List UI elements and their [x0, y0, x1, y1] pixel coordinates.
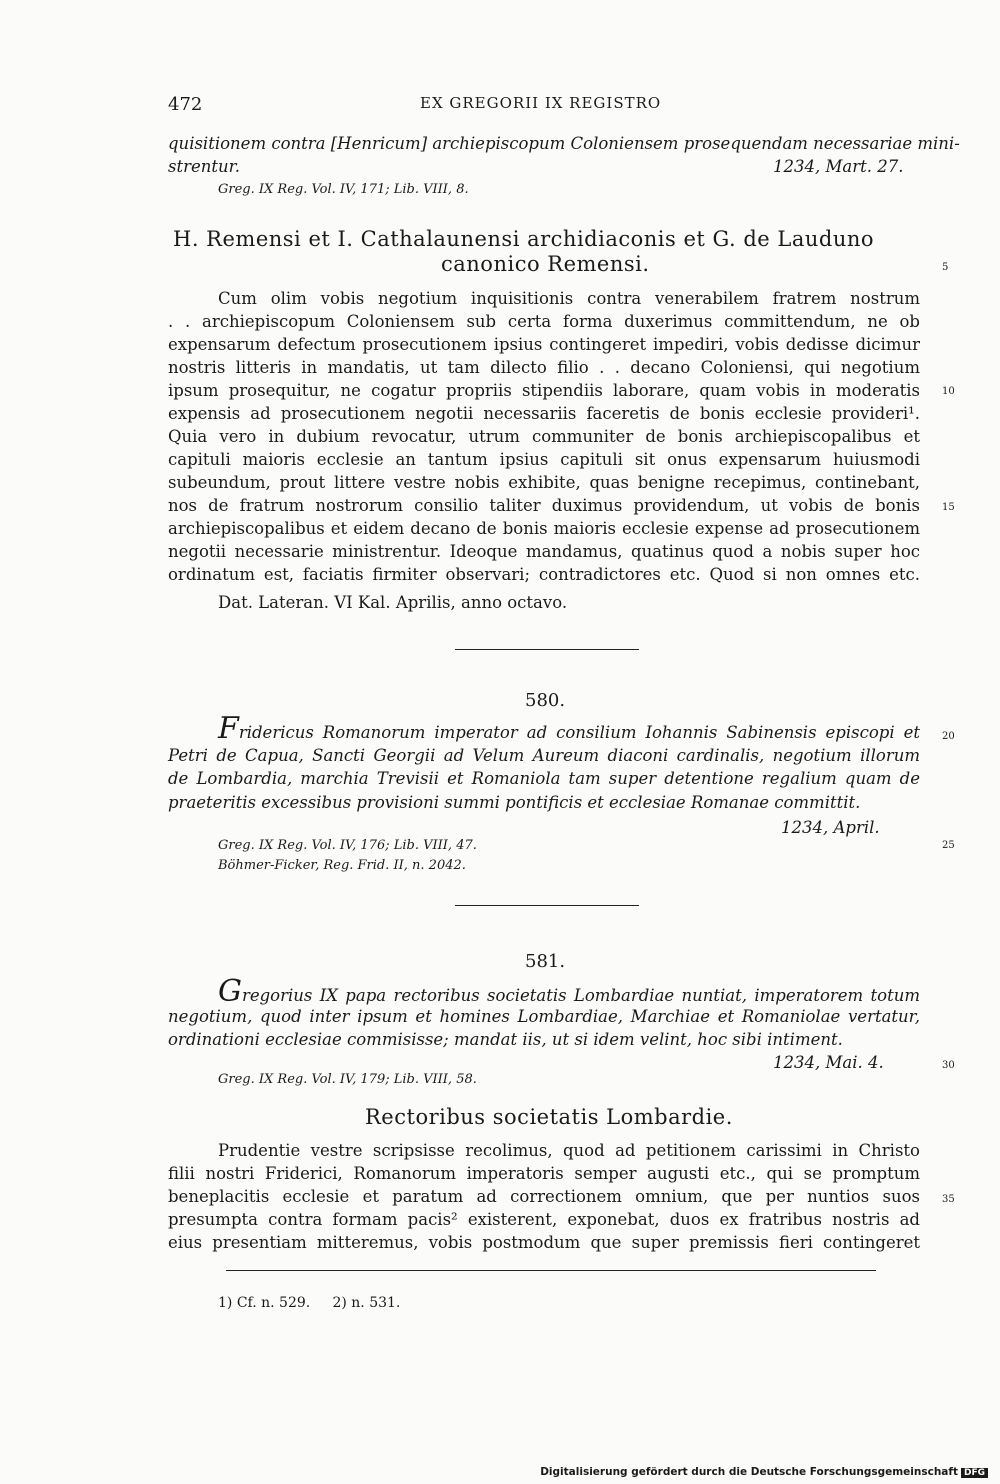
carryover-date: 1234, Mart. 27. — [773, 157, 904, 176]
letter1-body-line: archiepiscopalibus et eidem decano de bonis maioris ecclesie expense ad prosecutionem — [168, 519, 920, 538]
document-number-581: 581. — [525, 951, 566, 972]
section-divider — [455, 649, 639, 650]
doc581-body-line: Prudentie vestre scripsisse recolimus, quod ad petitionem carissimi in Christo — [218, 1141, 920, 1160]
letter1-address-line-2: canonico Remensi. — [441, 252, 650, 276]
footnotes: 1) Cf. n. 529. 2) n. 531. — [218, 1295, 401, 1311]
letter1-body-line: ordinatum est, faciatis firmiter observari; contradictores etc. Quod si non omnes etc. — [168, 565, 920, 584]
line-number: 15 — [942, 502, 955, 513]
doc581-source: Greg. IX Reg. Vol. IV, 179; Lib. VIII, 58. — [218, 1072, 477, 1087]
line-number: 35 — [942, 1194, 955, 1205]
letter1-body-line: nos de fratrum nostrorum consilio taliter duximus providendum, ut vobis de bonis — [168, 496, 920, 515]
doc581-summary-line: ordinationi ecclesiae commisisse; mandat iis, ut si idem velint, hoc sibi intiment. — [168, 1030, 843, 1049]
line-number: 25 — [942, 840, 955, 851]
doc580-summary-line: praeteritis excessibus provisioni summi pontificis et ecclesiae Romanae committit. — [168, 793, 861, 812]
doc581-body-line: beneplacitis ecclesie et paratum ad correctionem omnium, que per nuntios suos — [168, 1187, 920, 1206]
drop-initial-f: F — [218, 711, 239, 746]
page-number: 472 — [168, 94, 203, 115]
drop-initial-g: G — [218, 974, 242, 1009]
letter1-body-line: expensis ad prosecutionem negotii necessariis faceretis de bonis ecclesie provideri¹. — [168, 404, 920, 423]
doc580-source: Greg. IX Reg. Vol. IV, 176; Lib. VIII, 47. — [218, 838, 477, 853]
doc581-body-line: presumpta contra formam pacis² existerent, exponebat, duos ex fratribus nostris ad — [168, 1210, 920, 1229]
carryover-line-1: quisitionem contra [Henricum] archiepiscopum Coloniensem prosequendam necessariae mini- — [168, 134, 960, 153]
letter1-body-line: Cum olim vobis negotium inquisitionis contra venerabilem fratrem nostrum — [218, 289, 920, 308]
doc581-address: Rectoribus societatis Lombardie. — [365, 1105, 733, 1129]
dfg-logo: DFG — [961, 1468, 988, 1478]
document-number-580: 580. — [525, 690, 566, 711]
letter1-body-line: Quia vero in dubium revocatur, utrum communiter de bonis archiepiscopalibus et — [168, 427, 920, 446]
doc580-summary-line: Fridericus Romanorum imperator ad consilium Iohannis Sabinensis episcopi et — [218, 711, 920, 746]
letter1-address-line-1: H. Remensi et I. Cathalaunensi archidiaconis et G. de Lauduno — [173, 227, 875, 251]
doc581-body-line: eius presentiam mitteremus, vobis postmodum que super premissis fieri contingeret — [168, 1233, 920, 1252]
letter1-body-line: capituli maioris ecclesie an tantum ipsius capituli sit onus expensarum huiusmodi — [168, 450, 920, 469]
doc581-body-line: filii nostri Friderici, Romanorum imperatoris semper augusti etc., qui se promptum — [168, 1164, 920, 1183]
doc581-date: 1234, Mai. 4. — [773, 1053, 884, 1072]
letter1-body-line: . . archiepiscopum Coloniensem sub certa forma duxerimus committendum, ne ob — [168, 312, 920, 331]
doc580-source: Böhmer-Ficker, Reg. Frid. II, n. 2042. — [218, 858, 466, 873]
doc580-summary-line: Petri de Capua, Sancti Georgii ad Velum Aureum diaconi cardinalis, negotium illorum — [168, 746, 920, 765]
letter1-body-line: subeundum, prout littere vestre nobis exhibite, quas benigne recepimus, continebant, — [168, 473, 920, 492]
doc581-summary-line: Gregorius IX papa rectoribus societatis Lombardiae nuntiat, imperatorem totum — [218, 974, 920, 1009]
doc580-summary-line: de Lombardia, marchia Trevisii et Romaniola tam super detentione regalium quam de — [168, 769, 920, 788]
carryover-line-2: strentur. — [168, 157, 240, 176]
digitization-footer — [540, 1466, 988, 1478]
running-head: EX GREGORII IX REGISTRO — [420, 94, 662, 112]
section-divider — [455, 905, 639, 906]
doc581-summary-line: negotium, quod inter ipsum et homines Lombardiae, Marchiae et Romaniolae vertatur, — [168, 1007, 920, 1026]
letter1-body-line: negotii necessarie ministrentur. Ideoque mandamus, quatinus quod a nobis super hoc — [168, 542, 920, 561]
letter1-body-line: nostris litteris in mandatis, ut tam dilecto filio . . decano Coloniensi, qui negotium — [168, 358, 920, 377]
line-number: 20 — [942, 731, 955, 742]
letter1-body-line: ipsum prosequitur, ne cogatur propriis stipendiis laborare, quam vobis in moderatis — [168, 381, 920, 400]
letter1-datum: Dat. Lateran. VI Kal. Aprilis, anno octavo. — [218, 593, 568, 612]
letter1-body-line: expensarum defectum prosecutionem ipsius contingeret impediri, vobis dedisse dicimur — [168, 335, 920, 354]
footnote-rule — [226, 1270, 876, 1271]
line-number: 30 — [942, 1060, 955, 1071]
line-number: 10 — [942, 386, 955, 397]
doc580-date: 1234, April. — [781, 818, 880, 837]
line-number: 5 — [942, 262, 949, 273]
carryover-source: Greg. IX Reg. Vol. IV, 171; Lib. VIII, 8. — [218, 182, 469, 197]
footer-text: Digitalisierung gefördert durch die Deutsche Forschungsgemeinschaft — [540, 1466, 958, 1478]
